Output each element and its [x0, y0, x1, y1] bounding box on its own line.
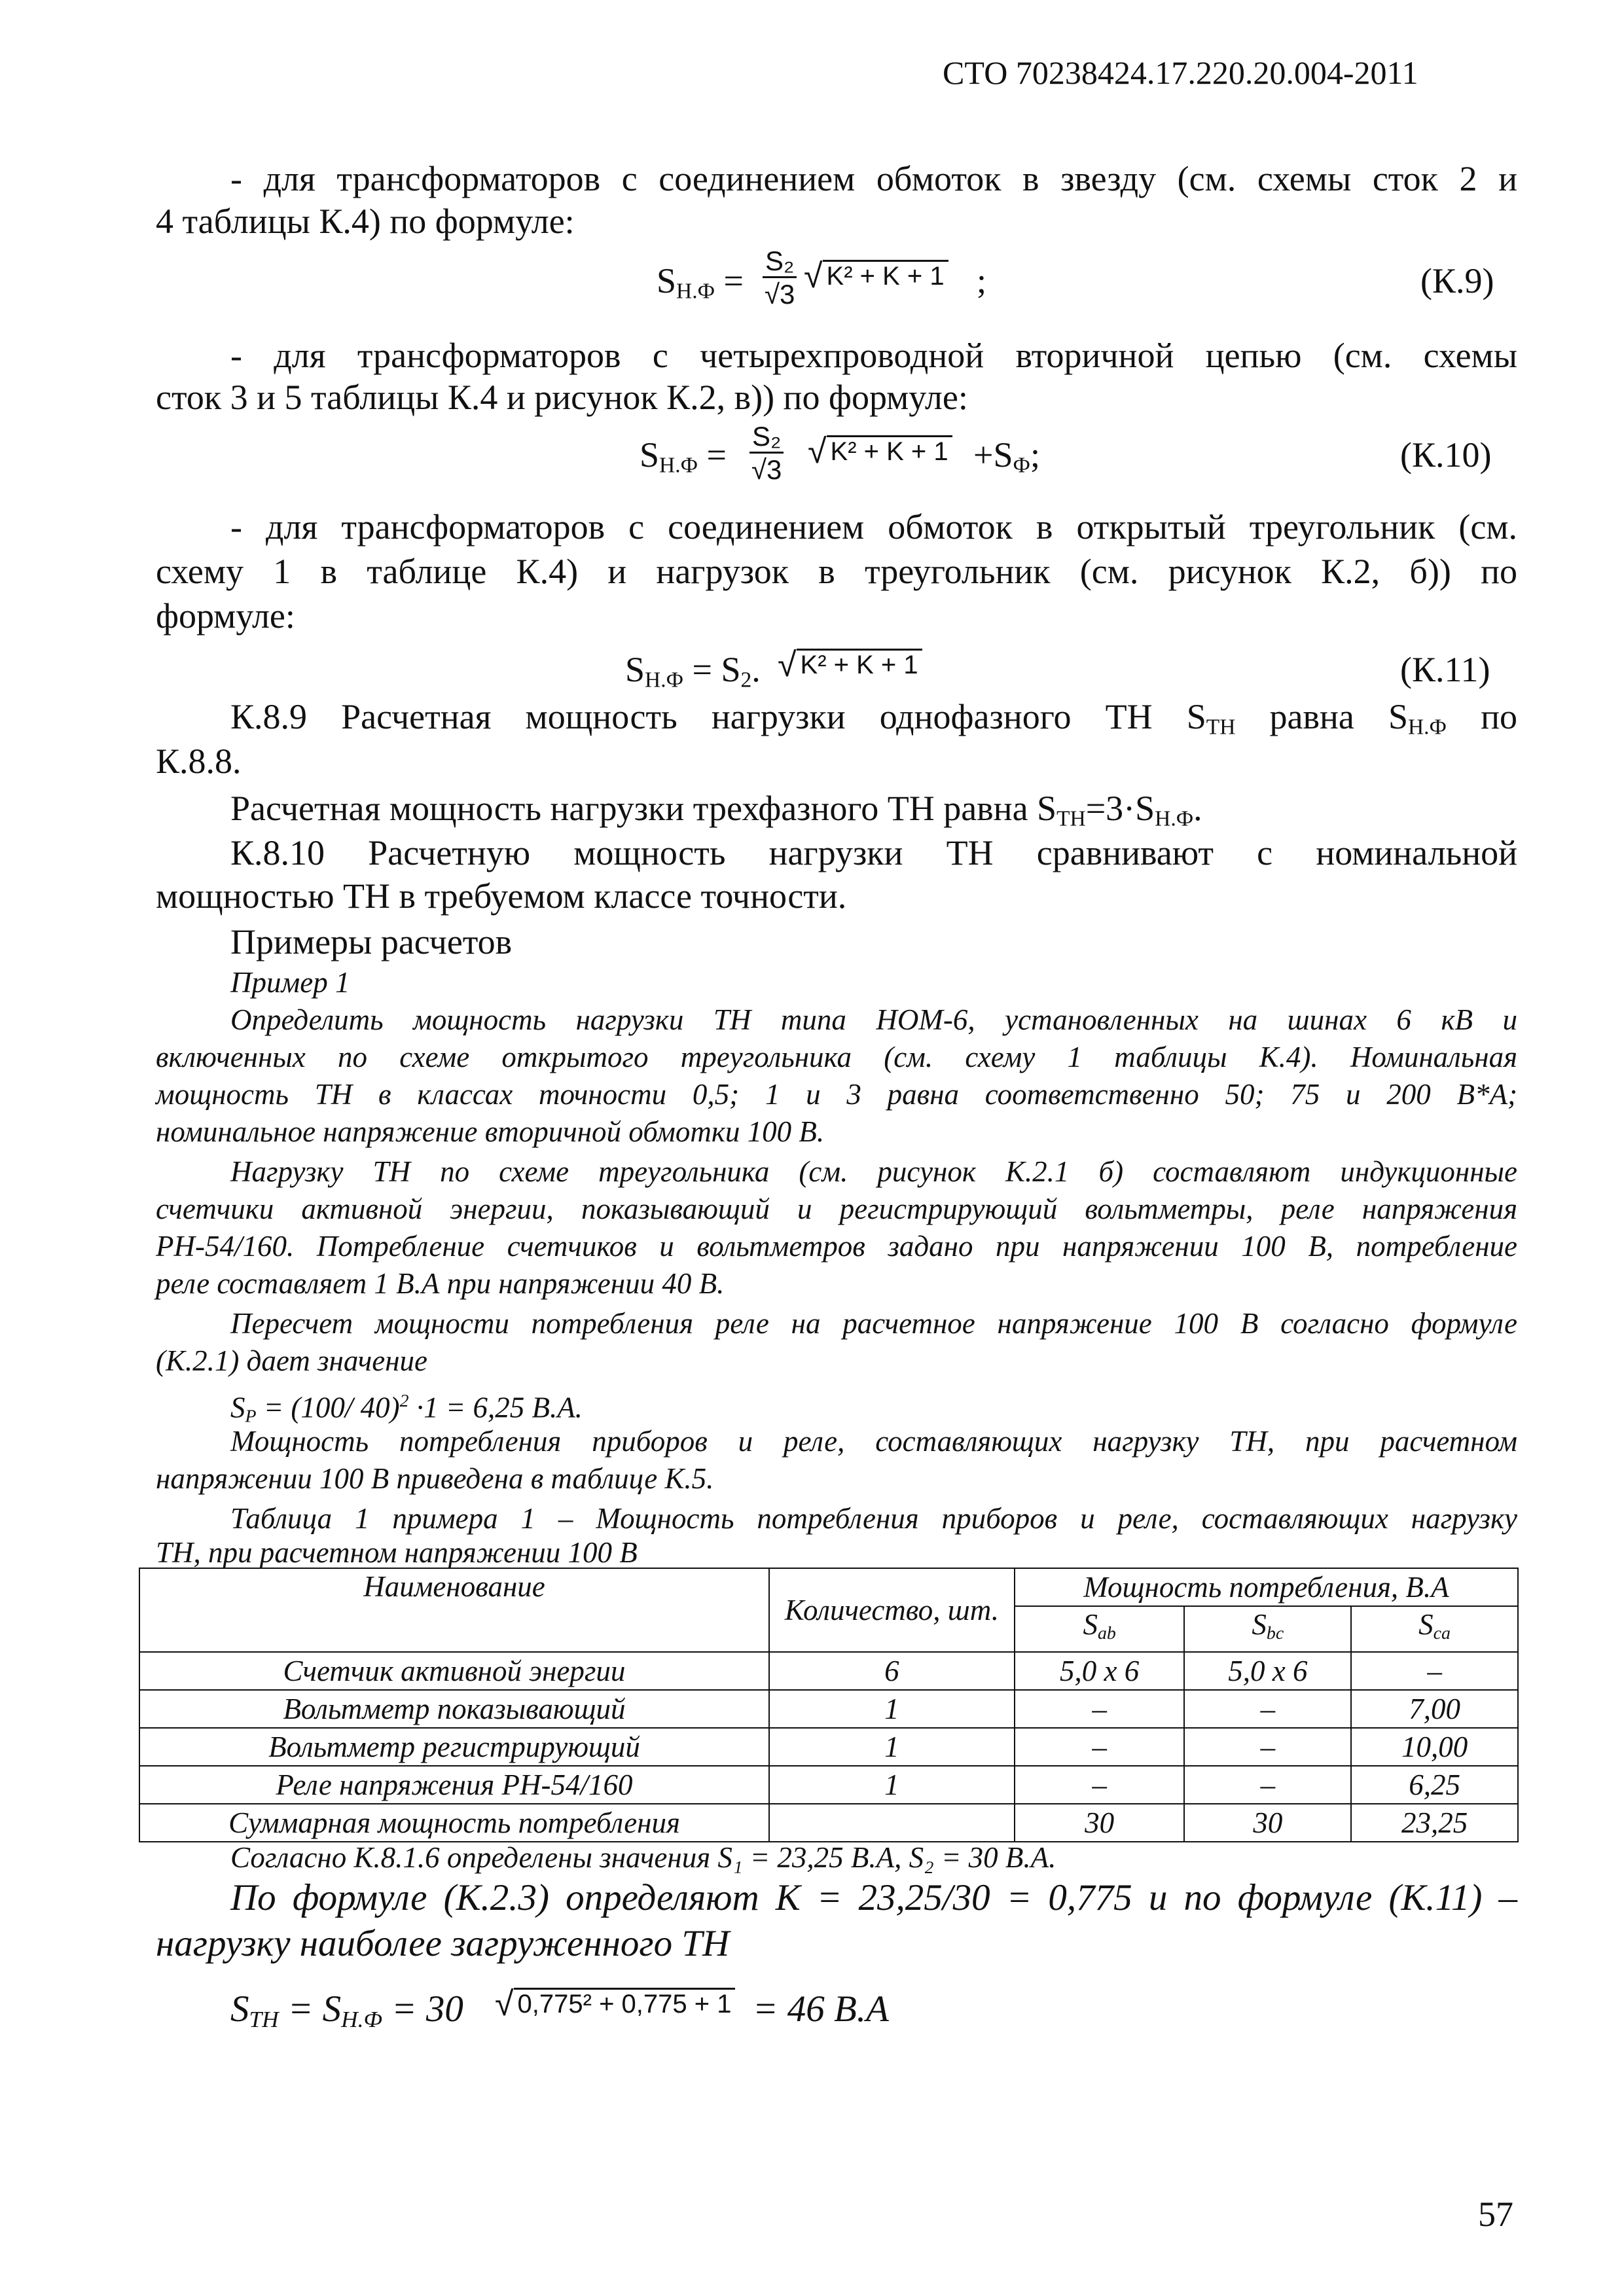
- header-sbc: $S_{bc}$: [1184, 1606, 1351, 1652]
- formula-k9-radical: √ K² + K + 1: [804, 257, 948, 296]
- formula-k10-fraction: $\frac{\text{S₂}}{√3}$: [749, 422, 784, 486]
- cell-sbc: –: [1184, 1690, 1351, 1728]
- example-line: счетчики активной энергии, показывающий и регистрирующий вольтметры, реле напряжения: [156, 1193, 1517, 1225]
- header-qty: Количество, шт.: [769, 1568, 1015, 1652]
- paragraph-line: формуле:: [156, 596, 295, 636]
- cell-qty: 1: [769, 1690, 1015, 1728]
- paragraph-line: схему 1 в таблице К.4) и нагрузок в треугольник (см. рисунок К.2, б)) по: [156, 552, 1517, 591]
- table-row-total: [139, 1804, 1518, 1842]
- formula-k9-fraction: $\frac{\text{S₂}}{√3}$: [763, 246, 797, 311]
- paragraph-line: Расчетная мощность нагрузки трехфазного ТН равна $S_{ТН}=3\cdot S_{Н.Ф}$.: [230, 789, 1202, 831]
- cell-sab: –: [1015, 1766, 1185, 1804]
- final-formula-lhs: $S_{TH} = S_{Н.Ф} = 30$: [230, 1988, 463, 2032]
- formula-k11-lhs: $S_{Н.Ф} = S_2$.: [625, 650, 761, 692]
- cell-sca: 6,25: [1351, 1766, 1518, 1804]
- formula-k11-label: (К.11): [1400, 650, 1490, 689]
- example-line: (К.2.1) дает значение: [156, 1344, 428, 1377]
- document-code: СТО 70238424.17.220.20.004-2011: [943, 54, 1418, 91]
- formula-k10-tail: $+S_Ф$;: [973, 435, 1040, 478]
- paragraph-line: сток 3 и 5 таблицы К.4 и рисунок К.2, в)) по формуле:: [156, 378, 968, 417]
- cell-qty: 1: [769, 1766, 1015, 1804]
- cell-name: Суммарная мощность потребления: [139, 1804, 769, 1842]
- example-line: Пересчет мощности потребления реле на расчетное напряжение 100 В согласно формуле: [230, 1307, 1517, 1340]
- example-line: включенных по схеме открытого треугольника (см. схему 1 таблицы К.4). Номинальная: [156, 1041, 1517, 1073]
- paragraph-line: - для трансформаторов с четырехпроводной вторичной цепью (см. схемы: [230, 336, 1517, 375]
- example-line: Определить мощность нагрузки ТН типа НОМ-6, установленных на шинах 6 кВ и: [230, 1003, 1517, 1036]
- cell-sbc: –: [1184, 1728, 1351, 1766]
- formula-k10-lhs: $S_{Н.Ф}$ =: [640, 435, 727, 478]
- power-table: [139, 1568, 1519, 1842]
- paragraph-line: К.8.9 Расчетная мощность нагрузки однофазного ТН $S_{ТН}$ равна $S_{Н.Ф}$ по: [230, 697, 1517, 740]
- formula-k9-lhs: $S_{Н.Ф}$ =: [657, 261, 744, 304]
- formula-k10-label: (К.10): [1400, 435, 1492, 475]
- cell-sca: 7,00: [1351, 1690, 1518, 1728]
- paragraph-line: мощностью ТН в требуемом классе точности.: [156, 876, 847, 916]
- example-line: Нагрузку ТН по схеме треугольника (см. рисунок К.2.1 б) составляют индукционные: [230, 1155, 1517, 1188]
- cell-sca: 10,00: [1351, 1728, 1518, 1766]
- cell-name: Реле напряжения РН-54/160: [139, 1766, 769, 1804]
- cell-sbc: –: [1184, 1766, 1351, 1804]
- values-line: Согласно К.8.1.6 определены значения S₁ = 23,25 В.А, S₂ = 30 В.А.: [230, 1841, 1056, 1874]
- example-line: РН-54/160. Потребление счетчиков и вольтметров задано при напряжении 100 В, потребление: [156, 1230, 1517, 1263]
- cell-sca: –: [1351, 1652, 1518, 1690]
- final-formula-result: = 46 В.А: [753, 1988, 889, 2030]
- table-caption: ТН, при расчетном напряжении 100 В: [156, 1536, 638, 1569]
- cell-qty: [769, 1804, 1015, 1842]
- table-caption: Таблица 1 примера 1 – Мощность потребления приборов и реле, составляющих нагрузку: [230, 1502, 1517, 1535]
- header-sca: $S_{ca}$: [1351, 1606, 1518, 1652]
- cell-qty: 6: [769, 1652, 1015, 1690]
- cell-sab: 5,0 х 6: [1015, 1652, 1185, 1690]
- paragraph-line: К.8.8.: [156, 742, 242, 781]
- paragraph-line: - для трансформаторов с соединением обмоток в открытый треугольник (см.: [230, 507, 1517, 547]
- header-name: Наименование: [139, 1568, 769, 1652]
- table-row: [139, 1652, 1518, 1690]
- cell-sbc: 5,0 х 6: [1184, 1652, 1351, 1690]
- example-formula-sp: $S_Р = (100/$ 40)$^2$ ·1 = 6,25 В.А.: [230, 1391, 583, 1427]
- formula-k9-tail: ;: [977, 261, 987, 300]
- cell-qty: 1: [769, 1728, 1015, 1766]
- formula-k10-radical: √ K² + K + 1: [808, 432, 952, 471]
- section-title: Примеры расчетов: [230, 922, 513, 961]
- table-row: [139, 1728, 1518, 1766]
- cell-sbc: 30: [1184, 1804, 1351, 1842]
- table-header-row: [139, 1568, 1518, 1606]
- example-line: Мощность потребления приборов и реле, составляющих нагрузку ТН, при расчетном: [230, 1425, 1517, 1458]
- example-line: напряжении 100 В приведена в таблице К.5.: [156, 1462, 714, 1495]
- header-sab: $S_{ab}$: [1015, 1606, 1185, 1652]
- table-row: [139, 1690, 1518, 1728]
- cell-sab: –: [1015, 1690, 1185, 1728]
- example-line: реле составляет 1 В.А при напряжении 40 В.: [156, 1267, 725, 1300]
- example-title: Пример 1: [230, 966, 350, 999]
- paragraph-line: 4 таблицы К.4) по формуле:: [156, 202, 575, 241]
- cell-sab: 30: [1015, 1804, 1185, 1842]
- final-formula-radical: √ 0,775² + 0,775 + 1: [495, 1984, 735, 2024]
- example-line: мощность ТН в классах точности 0,5; 1 и 3 равна соответственно 50; 75 и 200 В*А;: [156, 1078, 1517, 1111]
- paragraph-line: - для трансформаторов с соединением обмоток в звезду (см. схемы сток 2 и: [230, 159, 1517, 198]
- conclusion-line: По формуле (К.2.3) определяют К = 23,25/30 = 0,775 и по формуле (К.11) –: [230, 1877, 1517, 1918]
- cell-name: Вольтметр регистрирующий: [139, 1728, 769, 1766]
- page-number: 57: [1478, 2195, 1513, 2234]
- cell-sca: 23,25: [1351, 1804, 1518, 1842]
- table-row: [139, 1766, 1518, 1804]
- conclusion-line: нагрузку наиболее загруженного ТН: [156, 1923, 730, 1964]
- formula-k9-label: (К.9): [1420, 261, 1494, 300]
- paragraph-line: К.8.10 Расчетную мощность нагрузки ТН сравнивают с номинальной: [230, 833, 1517, 872]
- cell-name: Счетчик активной энергии: [139, 1652, 769, 1690]
- cell-name: Вольтметр показывающий: [139, 1690, 769, 1728]
- header-power: Мощность потребления, В.А: [1015, 1568, 1518, 1606]
- formula-k11-radical: √ K² + K + 1: [778, 645, 922, 685]
- example-line: номинальное напряжение вторичной обмотки 100 В.: [156, 1115, 825, 1148]
- cell-sab: –: [1015, 1728, 1185, 1766]
